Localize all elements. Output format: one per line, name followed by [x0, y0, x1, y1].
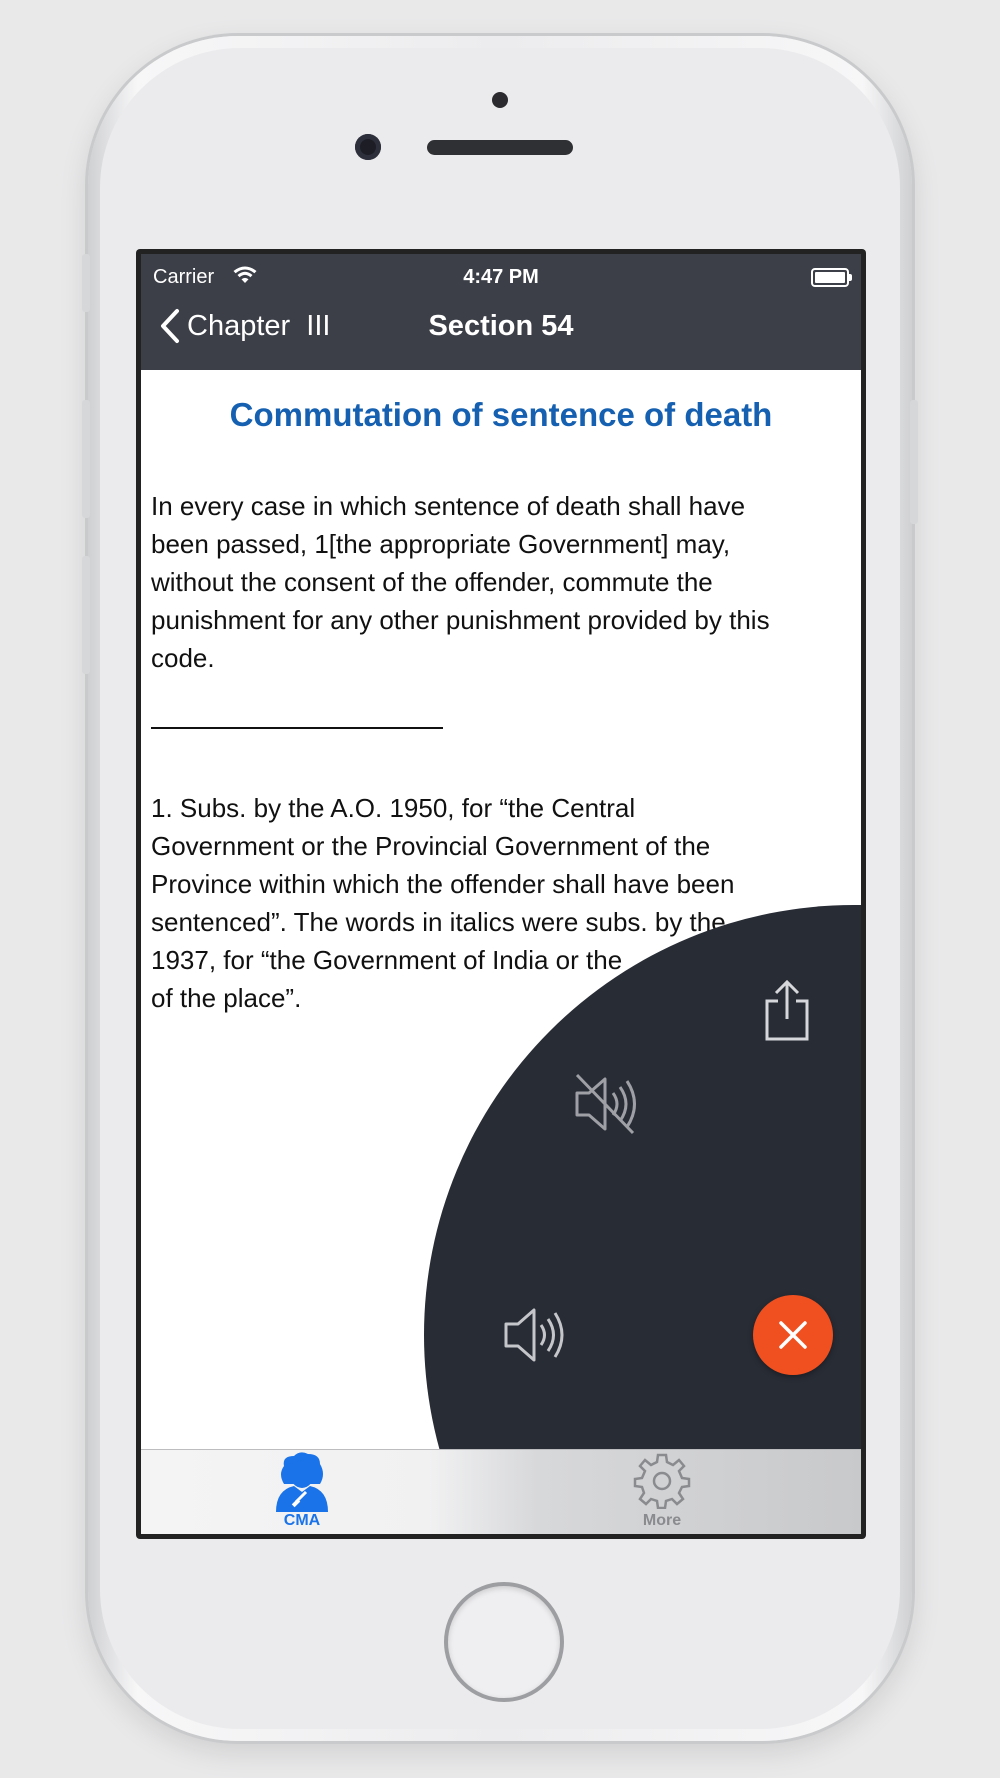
section-heading: Commutation of sentence of death — [229, 396, 773, 433]
body-line: been passed, 1[the appropriate Government] may, — [151, 529, 731, 559]
speaker-muted-icon[interactable] — [571, 1071, 641, 1137]
tab-cma[interactable] — [202, 1450, 402, 1534]
status-time: 4:47 PM — [463, 266, 539, 288]
proximity-sensor — [492, 92, 508, 108]
gear-icon — [632, 1453, 692, 1509]
side-button-volume-up — [82, 400, 90, 518]
side-button-power — [910, 400, 918, 524]
footnote-line: 1. Subs. by the A.O. 1950, for “the Central — [151, 793, 636, 823]
earpiece-speaker — [427, 140, 573, 155]
section-body — [151, 487, 851, 677]
footnote-line: 1937, for “the Government of India or the — [151, 945, 623, 975]
home-button[interactable] — [444, 1582, 564, 1702]
status-carrier: Carrier — [153, 266, 215, 288]
footnote-line: Government or the Provincial Government of the — [151, 831, 711, 861]
footnote-line: Province within which the offender shall have been — [151, 869, 735, 899]
battery-icon — [811, 268, 849, 287]
close-icon — [777, 1319, 809, 1351]
page-title: Section 54 — [428, 310, 574, 342]
tab-more[interactable] — [562, 1450, 762, 1534]
close-menu-button[interactable] — [753, 1295, 833, 1375]
share-icon[interactable] — [761, 979, 813, 1043]
back-button-label: Chapter III — [187, 309, 331, 342]
side-button-mute — [82, 254, 90, 312]
tab-cma-label: CMA — [283, 1512, 321, 1529]
body-line: punishment for any other punishment provided by this — [151, 605, 770, 635]
tab-bar — [141, 1449, 861, 1534]
body-line: In every case in which sentence of death shall have — [151, 491, 746, 521]
tab-more-label: More — [642, 1512, 682, 1529]
body-line: without the consent of the offender, commute the — [151, 567, 713, 597]
footnote-line: of the place”. — [151, 983, 302, 1013]
lawyer-icon — [274, 1452, 330, 1512]
footnote-line: sentenced”. The words in italics were subs. by the — [151, 907, 726, 937]
speaker-icon[interactable] — [502, 1304, 568, 1366]
navigation-bar — [141, 254, 861, 370]
front-camera — [355, 134, 381, 160]
body-line: code. — [151, 643, 215, 673]
screen — [136, 249, 866, 1539]
side-button-volume-down — [82, 556, 90, 674]
app-content — [141, 254, 861, 1534]
footnote-divider — [151, 727, 443, 729]
